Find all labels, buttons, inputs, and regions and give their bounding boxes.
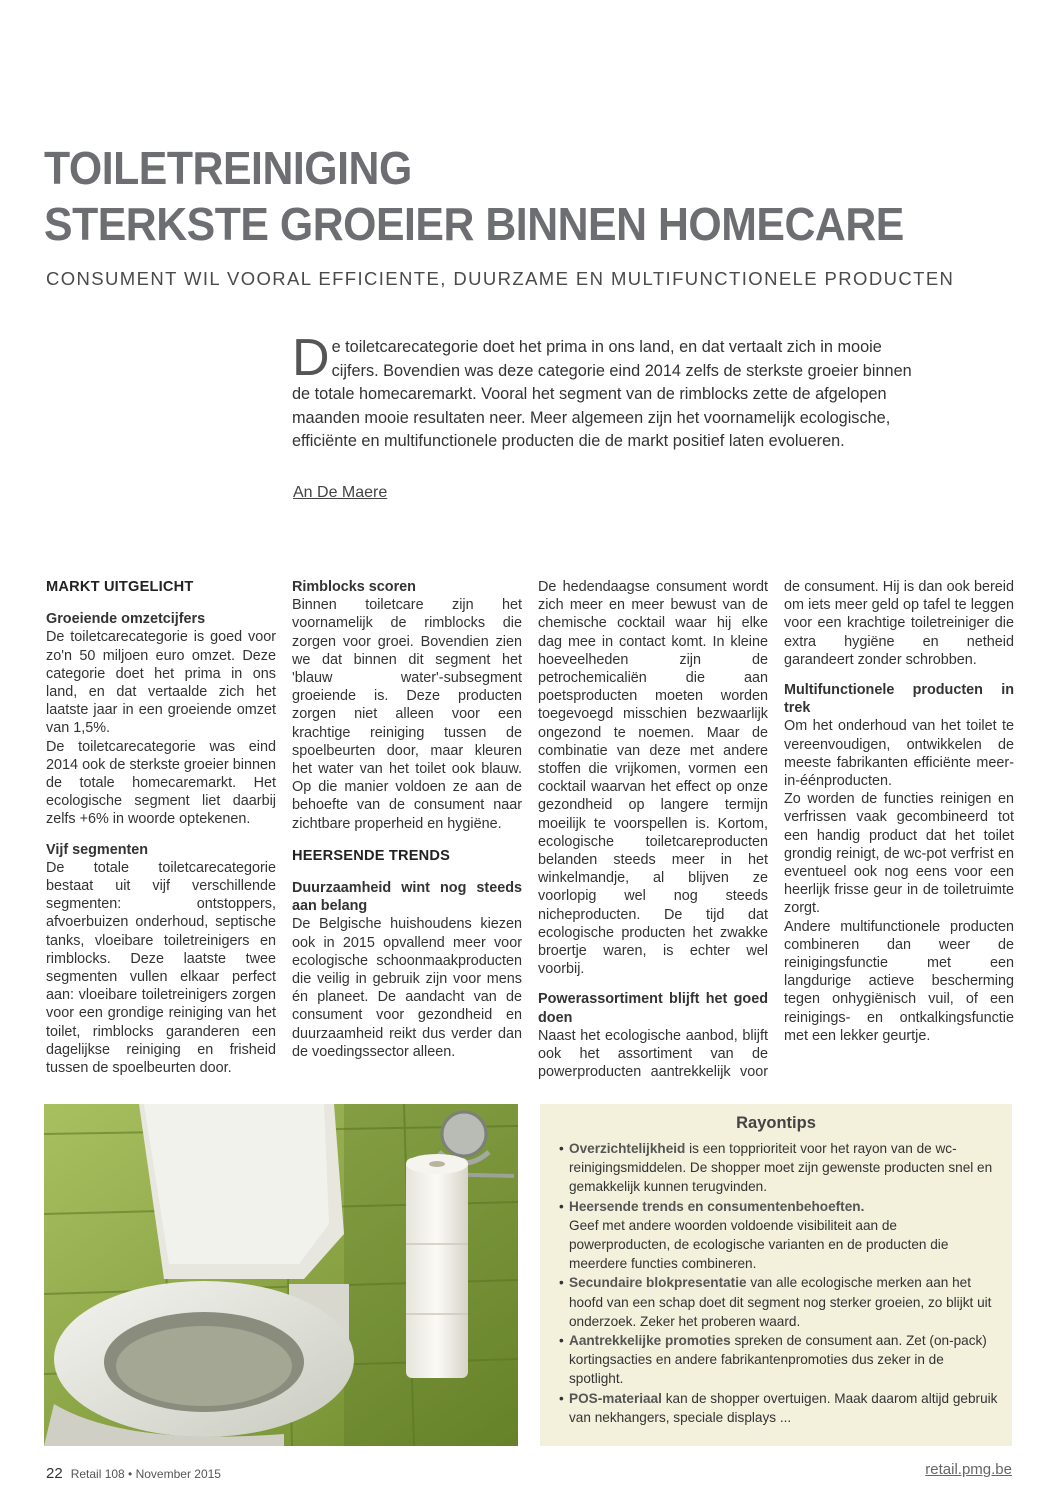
- subheading: Powerassortiment blijft het goed doen: [538, 991, 768, 1026]
- title-line-2: STERKSTE GROEIER BINNEN HOMECARE: [44, 198, 904, 250]
- article-subtitle: CONSUMENT WIL VOORAL EFFICIENTE, DUURZAME EN MULTIFUNCTIONELE PRODUCTEN: [46, 268, 955, 289]
- tip-keyword: Heersende trends en consumentenbehoeften.: [569, 1198, 865, 1214]
- list-item: [552, 1331, 1000, 1389]
- title-line-1: TOILETREINIGING: [44, 142, 412, 194]
- tip-text: spreken de consument aan. Zet (on-pack) kortingsacties en andere fabrikantenpromoties dus zeker in de spotlight.: [569, 1333, 987, 1387]
- page-number: 22: [46, 1465, 63, 1482]
- list-item: [552, 1139, 1000, 1197]
- list-item: [552, 1197, 1000, 1274]
- subheading: Duurzaamheid wint nog steeds aan belang: [292, 880, 522, 915]
- paragraph: Zo worden de functies reinigen en verfrissen vaak gecombineerd tot een handig product dat het toilet grondig reinigt, de wc-pot verfrist en eventueel ook nog eens voor een heerlijk frisse geur in de toiletruimte zorgt.: [784, 791, 1014, 917]
- paragraph: De toiletcarecategorie is goed voor zo'n 50 miljoen euro omzet. Deze categorie doet het prima in ons land, en dat vertaalde zich het laatste jaar in een groeiende omzet van 1,5%.: [46, 629, 276, 737]
- rayontips-list: [552, 1139, 1000, 1427]
- tip-keyword: Aantrekkelijke promoties: [569, 1333, 731, 1349]
- drop-cap: D: [292, 329, 330, 387]
- paragraph: Binnen toiletcare zijn het voornamelijk de rimblocks die zorgen voor groei. Bovendien zien we dat binnen dit segment het 'blauw water'-subsegment groeiende is. Deze producten zorgen niet alleen voor een krachtige reiniging tussen de spoelbeurten door, maar kleuren het water van het toilet ook blauw. Op die manier voldoen ze aan de behoefte van de consument naar zichtbare properheid en hygiëne.: [292, 597, 522, 832]
- section-heading: HEERSENDE TRENDS: [292, 847, 451, 864]
- author-byline[interactable]: An De Maere: [293, 484, 388, 501]
- bullet-icon: •: [559, 1141, 564, 1156]
- bullet-icon: •: [559, 1390, 564, 1406]
- paragraph: De Belgische huishoudens kiezen ook in 2015 opvallend meer voor ecologische schoonmaakproducten die veilig in gebruik zijn voor mens én planeet. De aandacht van de consument voor gezondheid en duurzaamheid reikt dus verder dan de voedingssector alleen.: [292, 916, 522, 1060]
- toilet-illustration: [44, 1104, 518, 1446]
- article-title: [44, 140, 955, 252]
- paragraph: Andere multifunctionele producten combineren dan weer de reinigingsfunctie met een langdurige actieve bescherming tegen onhygiënisch vuil, of een reinigings- en ontkalkingsfunctie met een lekker geurtje.: [784, 918, 1014, 1044]
- rayontips-title: Rayontips: [736, 1114, 816, 1132]
- subheading: Multifunctionele producten in trek: [784, 682, 1014, 717]
- paragraph: De toiletcarecategorie was eind 2014 ook de sterkste groeier binnen de totale homecaremarkt. Het ecologische segment liet daarbij zelfs +6% in woorde optekenen.: [46, 738, 276, 828]
- tip-text: kan de shopper overtuigen. Maak daarom altijd gebruik van nekhangers, speciale displays ...: [569, 1390, 998, 1425]
- article-body: [46, 578, 1014, 1090]
- website-link[interactable]: retail.pmg.be: [925, 1461, 1012, 1478]
- paragraph: Om het onderhoud van het toilet te vereenvoudigen, ontwikkelen de meeste fabrikanten efficiënte meer-in-éénproducten.: [784, 718, 1014, 790]
- bullet-icon: •: [559, 1333, 564, 1349]
- tip-keyword: POS-materiaal: [569, 1390, 662, 1406]
- tip-text: is een topprioriteit voor het rayon van de wc-reinigingsmiddelen. De shopper moet zijn gewenste producten snel en gemakkelijk kunnen terugvinden.: [569, 1141, 993, 1195]
- subheading: Rimblocks scoren: [292, 579, 416, 595]
- paragraph: De totale toiletcarecategorie bestaat uit vijf verschillende segmenten: ontstoppers, afvoerbuizen onderhoud, septische tanks, vloeibare toiletreinigers en rimblocks. Deze laatste twee segmenten vullen elkaar perfect aan: vloeibare toiletreinigers zorgen voor een grondige reiniging van het toilet, rimblocks garanderen een dagelijkse reiniging en frisheid tussen de spoelbeurten door.: [46, 859, 276, 1077]
- bullet-icon: •: [559, 1198, 564, 1214]
- tip-keyword: Secundaire blokpresentatie: [569, 1275, 747, 1291]
- section-heading: MARKT UITGELICHT: [46, 579, 194, 595]
- tip-text: Geef met andere woorden voldoende visibiliteit aan de powerproducten, de ecologische varianten en de producten die meerdere functies combineren.: [569, 1217, 949, 1272]
- list-item: [552, 1389, 1000, 1427]
- intro-text: e toiletcarecategorie doet het prima in ons land, en dat vertaalt zich in mooie cijfers. Bovendien was deze categorie eind 2014 zelfs de sterkste groeier binnen de totale homecaremarkt. Vooral het segment van de rimblocks zette de afgelopen maanden mooie resultaten neer. Meer algemeen zijn het voornamelijk ecologische, efficiënte en multifunctionele producten die de markt positief laten evolueren.: [292, 338, 912, 450]
- list-item: [552, 1273, 1000, 1331]
- bullet-icon: •: [559, 1275, 564, 1291]
- rayontips-box: [540, 1104, 1012, 1446]
- toilet-photo: [44, 1104, 518, 1446]
- tip-text: van alle ecologische merken aan het hoofd van een schap doet dit segment nog sterker groeien, zo blijkt uit onderzoek. Zeker het proberen waard.: [569, 1275, 992, 1329]
- paragraph: De hedendaagse consument wordt zich meer en meer bewust van de chemische cocktail waar hij elke dag mee in contact komt. In kleine hoeveelheden zijn de petrochemicaliën die aan poetsproducten moeten worden toegevoegd misschien bezwaarlijk ongezond te noemen. Maar de combinatie van deze met andere stoffen die vrijkomen, vormen een cocktail waarvan het effect op onze gezondheid op langere termijn moeilijk te voorspellen is. Kortom, ecologische toiletcareproducten belanden steeds meer in het winkelmandje, al blijven ze voorlopig wel nog steeds nicheproducten. De tijd dat ecologische producten het zwakke broertje waren, is echter wel voorbij.: [538, 579, 768, 978]
- paragraph: Naast het ecologische aanbod, blijft ook het assortiment van de powerproducten aantrekkelijk voor de consument. Hij is dan ook bereid om iets meer geld op tafel te leggen voor een krachtige toiletreiniger die extra hygiëne en netheid garandeert zonder schrobben.: [538, 579, 1014, 1081]
- subheading: Vijf segmenten: [46, 841, 149, 858]
- page-footer: [46, 1465, 221, 1482]
- tip-keyword: Overzichtelijkheid: [569, 1141, 686, 1156]
- subheading: Groeiende omzetcijfers: [46, 611, 206, 628]
- publication-info: Retail 108 • November 2015: [70, 1467, 221, 1481]
- intro-paragraph: [292, 329, 932, 454]
